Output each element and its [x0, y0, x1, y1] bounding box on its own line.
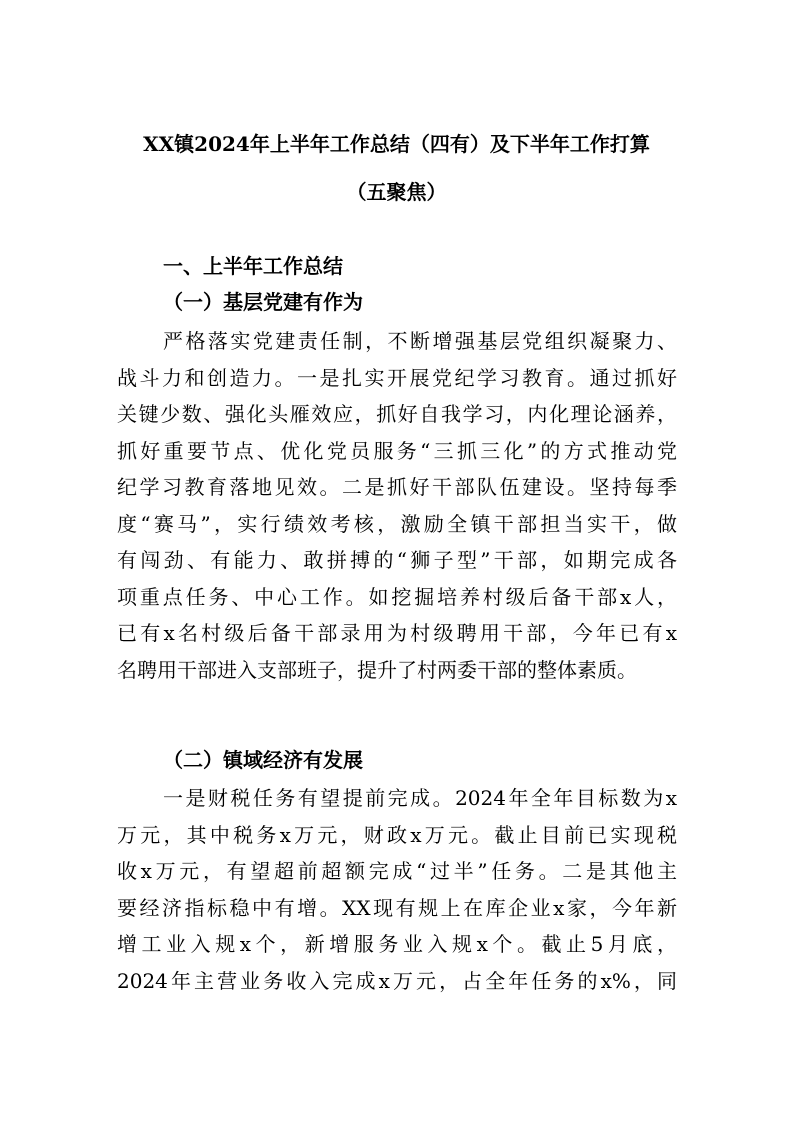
- paragraph-line: 抓好重要节点、优化党员服务“三抓三化”的方式推动党: [117, 438, 677, 463]
- paragraph-line: 项重点任务、中心工作。如挖掘培养村级后备干部x人，: [117, 584, 677, 609]
- paragraph-line: 收x万元，有望超前超额完成“过半”任务。二是其他主: [117, 859, 677, 883]
- paragraph-line: 名聘用干部进入支部班子，提升了村两委干部的整体素质。: [117, 657, 637, 682]
- paragraph-line: 有闯劲、有能力、敢拼搏的“狮子型”干部，如期完成各: [117, 548, 677, 572]
- paragraph-line: 增工业入规x个，新增服务业入规x个。截止5月底，: [117, 932, 677, 956]
- document-title-line-2: （五聚焦）: [346, 180, 447, 204]
- paragraph-party-building: [117, 323, 677, 688]
- paragraph-line: 要经济指标稳中有增。XX现有规上在库企业x家，今年新: [117, 895, 677, 920]
- paragraph-line: 一是财税任务有望提前完成。2024年全年目标数为x: [163, 786, 677, 810]
- paragraph-line: 2024年主营业务收入完成x万元，占全年任务的x%，同: [117, 968, 677, 993]
- subsection-heading-party-building: （一）基层党建有作为: [163, 290, 363, 314]
- subsection-heading-town-economy: （二）镇域经济有发展: [163, 748, 363, 772]
- paragraph-line: 关键少数、强化头雁效应，抓好自我学习，内化理论涵养，: [117, 402, 677, 426]
- paragraph-line: 纪学习教育落地见效。二是抓好干部队伍建设。坚持每季: [117, 475, 677, 499]
- paragraph-town-economy: [117, 780, 677, 999]
- document-title-line-1: XX镇2024年上半年工作总结（四有）及下半年工作打算: [143, 132, 650, 156]
- paragraph-line: 战斗力和创造力。一是扎实开展党纪学习教育。通过抓好: [117, 365, 677, 390]
- paragraph-line: 度“赛马”，实行绩效考核，激励全镇干部担当实干，做: [117, 511, 677, 536]
- paragraph-line: 万元，其中税务x万元，财政x万元。截止目前已实现税: [117, 822, 677, 847]
- paragraph-line: 严格落实党建责任制，不断增强基层党组织凝聚力、: [163, 329, 677, 353]
- paragraph-line: 已有x名村级后备干部录用为村级聘用干部，今年已有x: [117, 621, 677, 645]
- section-heading-first-half-summary: 一、上半年工作总结: [163, 254, 343, 278]
